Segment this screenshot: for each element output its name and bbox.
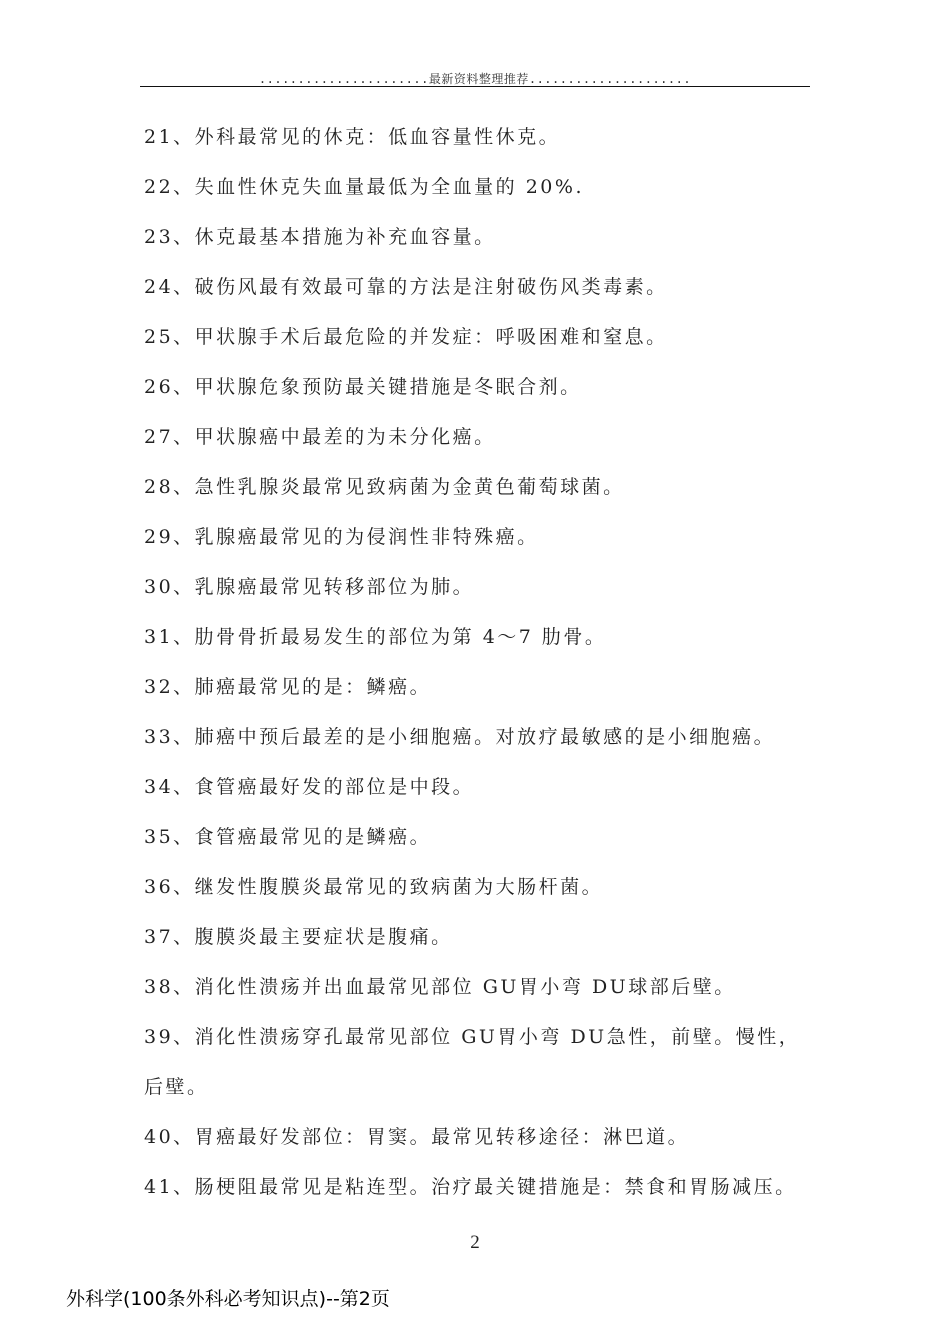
list-item: 24、破伤风最有效最可靠的方法是注射破伤风类毒素。 <box>144 276 668 298</box>
list-item: 33、肺癌中预后最差的是小细胞癌。对放疗最敏感的是小细胞癌。 <box>144 726 776 748</box>
list-item: 29、乳腺癌最常见的为侵润性非特殊癌。 <box>144 526 539 548</box>
list-item: 28、急性乳腺炎最常见致病菌为金黄色葡萄球菌。 <box>144 476 625 498</box>
document-body <box>144 112 809 1212</box>
list-item: 21、外科最常见的休克：低血容量性休克。 <box>144 126 561 148</box>
list-item: 40、胃癌最好发部位：胃窦。最常见转移途径：淋巴道。 <box>144 1126 690 1148</box>
list-item: 36、继发性腹膜炎最常见的致病菌为大肠杆菌。 <box>144 876 604 898</box>
list-item: 30、乳腺癌最常见转移部位为肺。 <box>144 576 475 598</box>
list-item: 25、甲状腺手术后最危险的并发症：呼吸困难和窒息。 <box>144 326 668 348</box>
page-header: ......................最新资料整理推荐..................... <box>258 72 692 86</box>
list-item: 38、消化性溃疡并出血最常见部位 GU胃小弯 DU球部后壁。 <box>144 976 736 998</box>
list-item: 39、消化性溃疡穿孔最常见部位 GU胃小弯 DU急性，前壁。慢性，后壁。 <box>144 1026 801 1098</box>
header-rule <box>140 86 810 87</box>
page-footer: 外科学(100条外科必考知识点)--第2页 <box>66 1288 390 1310</box>
list-item: 35、食管癌最常见的是鳞癌。 <box>144 826 432 848</box>
page-number: 2 <box>470 1232 480 1253</box>
list-item: 23、休克最基本措施为补充血容量。 <box>144 226 496 248</box>
list-item: 22、失血性休克失血量最低为全血量的 20%. <box>144 176 584 198</box>
list-item: 41、肠梗阻最常见是粘连型。治疗最关键措施是：禁食和胃肠减压。 <box>144 1176 797 1198</box>
list-item: 27、甲状腺癌中最差的为未分化癌。 <box>144 426 496 448</box>
list-item: 37、腹膜炎最主要症状是腹痛。 <box>144 926 453 948</box>
list-item: 26、甲状腺危象预防最关键措施是冬眠合剂。 <box>144 376 582 398</box>
list-item: 31、肋骨骨折最易发生的部位为第 4～7 肋骨。 <box>144 626 607 648</box>
list-item: 32、肺癌最常见的是：鳞癌。 <box>144 676 432 698</box>
list-item: 34、食管癌最好发的部位是中段。 <box>144 776 475 798</box>
